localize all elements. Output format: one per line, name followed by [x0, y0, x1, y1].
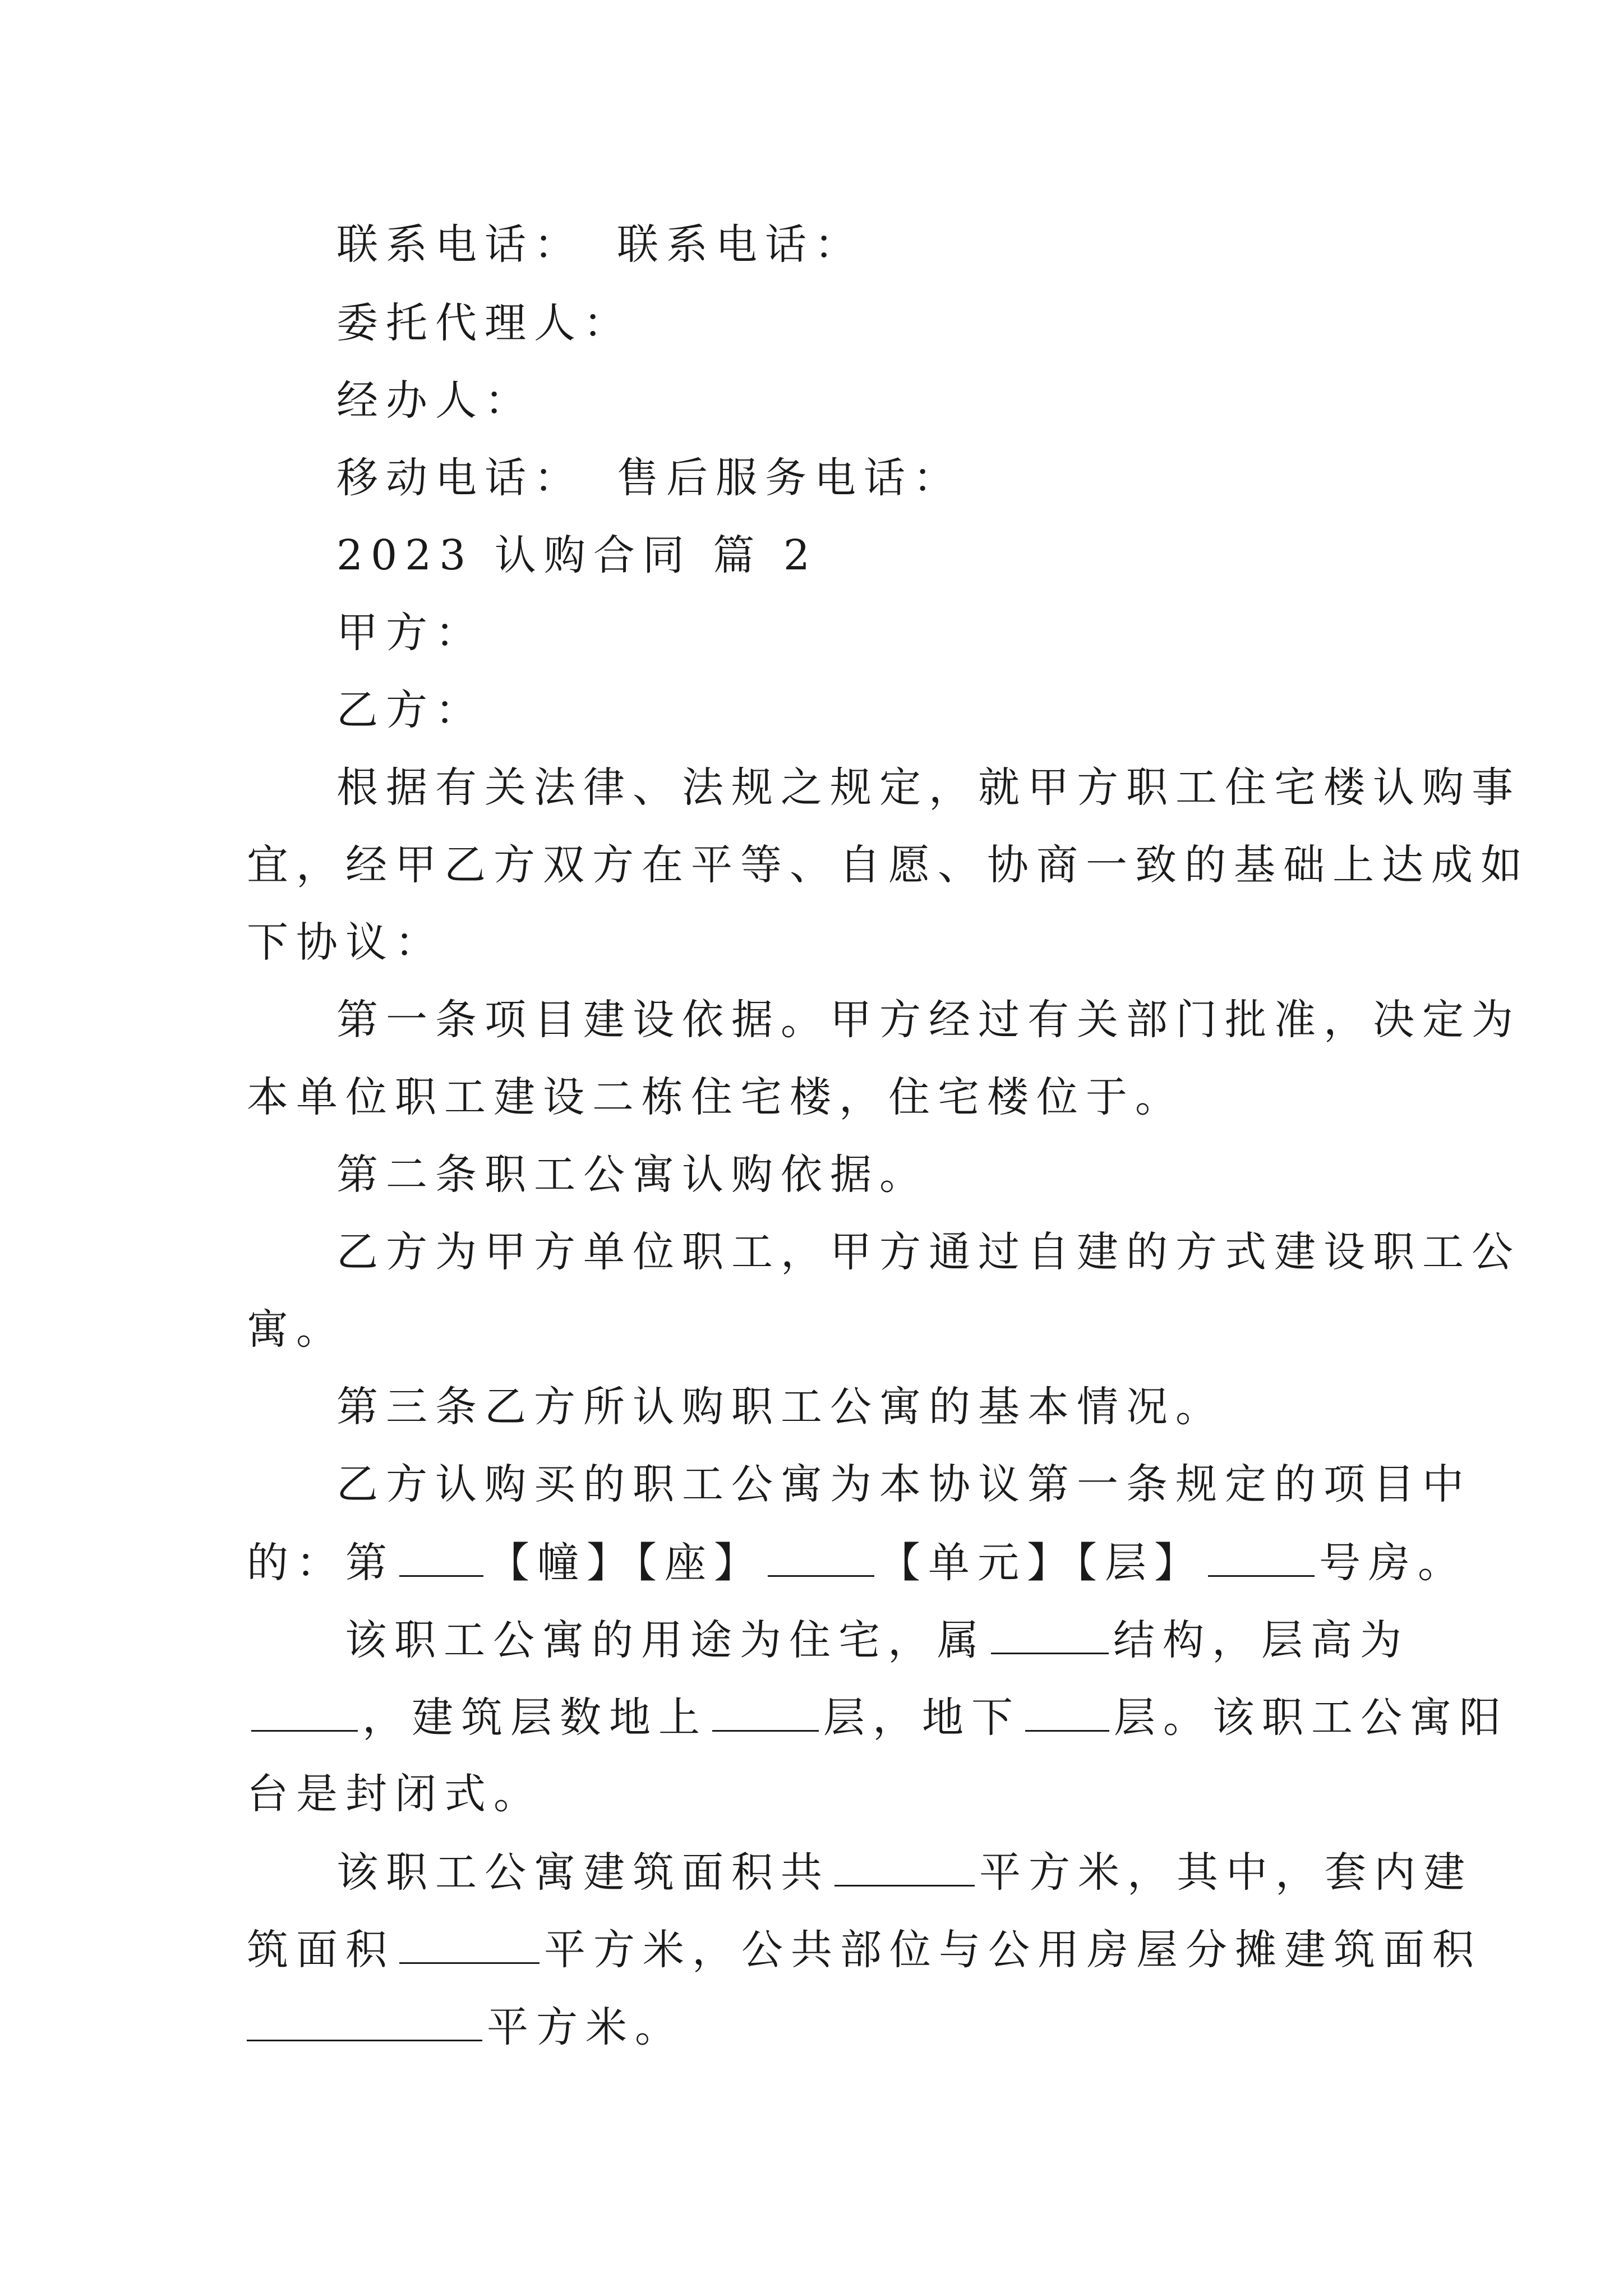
contact-phone-label-b: 联系电话： [617, 220, 864, 269]
paragraph-text: 平方米。 [487, 2003, 684, 2051]
paragraph-text: 下协议： [247, 918, 444, 967]
contact-phone-label-a: 联系电话： [336, 220, 583, 269]
floors-below-blank[interactable] [1025, 1691, 1109, 1732]
paragraph-line [247, 917, 1380, 968]
floor-height-blank[interactable] [251, 1691, 358, 1732]
paragraph-line [247, 1071, 1380, 1123]
shared-area-blank[interactable] [247, 2000, 482, 2041]
paragraph-text: 第二条职工公寓认购依据。 [336, 1151, 929, 1199]
section-heading-text: 2023 认购合同 篇 2 [336, 531, 818, 579]
paragraph-text: 平方米，公共部位与公用房屋分摊建筑面积 [544, 1926, 1482, 1974]
paragraph-text: 【单元】【层】 [879, 1539, 1204, 1587]
agent-line [336, 297, 1469, 349]
agent-label: 委托代理人： [336, 299, 633, 347]
section-heading [336, 530, 1469, 581]
paragraph-text: ，建筑层数地上 [362, 1694, 708, 1742]
area-line [247, 2000, 1380, 2053]
floors-above-blank[interactable] [712, 1691, 819, 1732]
paragraph-line [247, 1768, 1380, 1820]
handler-line [336, 375, 1469, 426]
paragraph-text: 寓。 [247, 1305, 345, 1354]
structure-blank[interactable] [991, 1613, 1109, 1654]
handler-label: 经办人： [336, 376, 534, 425]
room-number-blank[interactable] [1208, 1536, 1315, 1577]
party-b-label: 乙方： [336, 686, 485, 734]
article-3-line [336, 1381, 1469, 1433]
paragraph-line [336, 1458, 1472, 1510]
paragraph-line [247, 1304, 1380, 1355]
contact-phone-line [336, 219, 1469, 270]
interior-area-blank[interactable] [399, 1923, 540, 1964]
paragraph-text: 平方米，其中，套内建 [979, 1848, 1473, 1897]
unit-number-line [247, 1536, 1467, 1589]
paragraph-text: 第一条项目建设依据。甲方经过有关部门批准，决定为 [336, 996, 1521, 1044]
paragraph-text: 宜，经甲乙方双方在平等、自愿、协商一致的基础上达成如 [247, 841, 1530, 889]
paragraph-text: 的：第 [247, 1539, 395, 1587]
mobile-phone-line [336, 452, 1469, 504]
paragraph-text: 层。该职工公寓阳 [1114, 1694, 1509, 1742]
paragraph-text: 号房。 [1319, 1539, 1467, 1587]
paragraph-text: 第三条乙方所认购职工公寓的基本情况。 [336, 1383, 1225, 1431]
article-1-line [336, 994, 1521, 1046]
service-phone-label: 售后服务电话： [617, 454, 962, 502]
unit-blank[interactable] [768, 1536, 874, 1577]
paragraph-text: 乙方认购买的职工公寓为本协议第一条规定的项目中 [336, 1460, 1472, 1508]
area-line [247, 1923, 1482, 1976]
area-line [336, 1846, 1473, 1898]
paragraph-text: 筑面积 [247, 1926, 395, 1974]
paragraph-text: 该职工公寓的用途为住宅，属 [345, 1616, 986, 1664]
article-2-line [336, 1149, 1469, 1200]
usage-line [345, 1613, 1478, 1666]
paragraph-text: 乙方为甲方单位职工，甲方通过自建的方式建设职工公 [336, 1228, 1521, 1276]
paragraph-line [247, 839, 1530, 891]
paragraph-text: 根据有关法律、法规之规定，就甲方职工住宅楼认购事 [336, 763, 1521, 812]
party-a-line [336, 607, 1469, 659]
paragraph-text: 层，地下 [823, 1694, 1021, 1742]
paragraph-text: 台是封闭式。 [247, 1770, 543, 1818]
paragraph-line [336, 1226, 1521, 1278]
paragraph-text: 结构，层高为 [1113, 1616, 1409, 1664]
paragraph-line [336, 762, 1521, 813]
paragraph-text: 该职工公寓建筑面积共 [336, 1848, 830, 1897]
party-a-label: 甲方： [336, 609, 485, 657]
paragraph-text: 【幢】【座】 [488, 1539, 763, 1587]
building-area-blank[interactable] [834, 1846, 975, 1887]
party-b-line [336, 684, 1469, 736]
mobile-phone-label: 移动电话： [336, 454, 583, 502]
building-number-blank[interactable] [399, 1536, 483, 1577]
paragraph-text: 本单位职工建设二栋住宅楼，住宅楼位于。 [247, 1073, 1184, 1121]
floors-line [247, 1691, 1509, 1743]
